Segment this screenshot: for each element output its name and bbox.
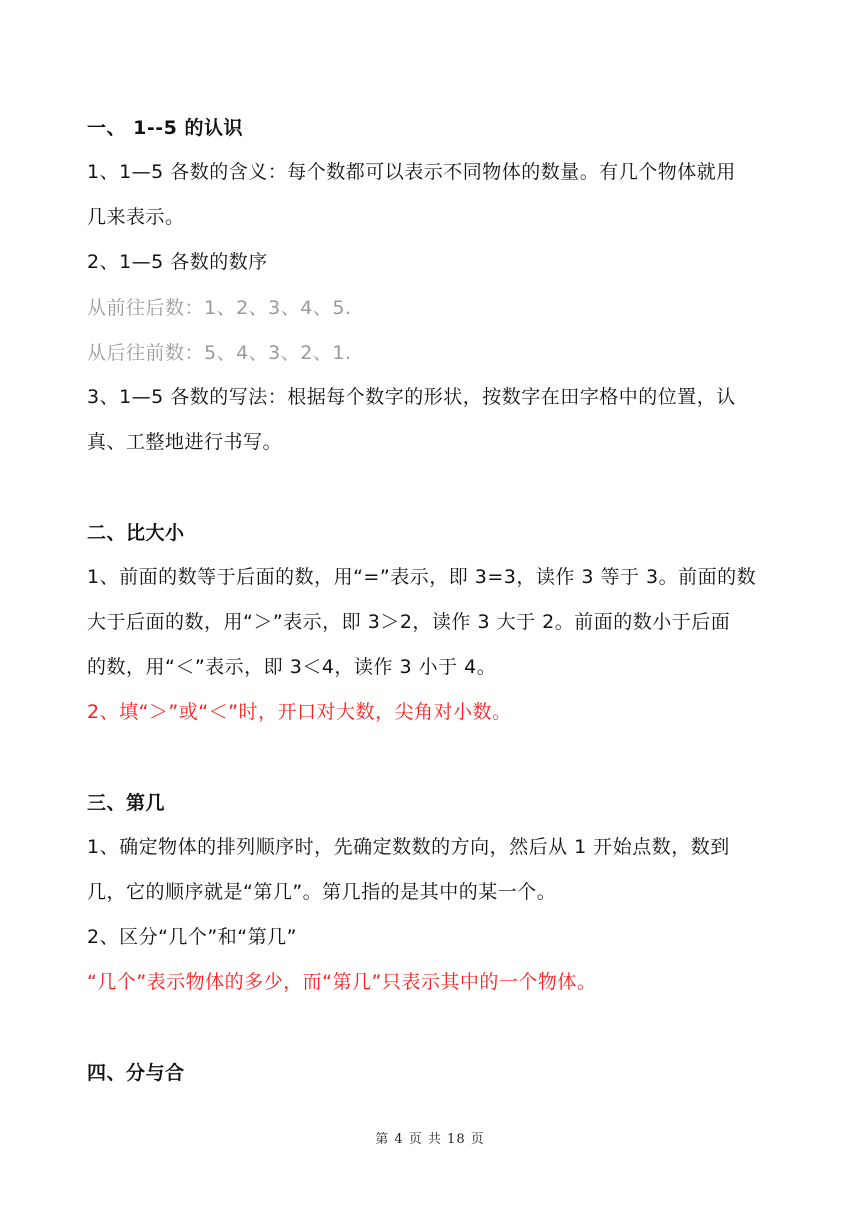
section3-paragraph1-line2: 几，它的顺序就是“第几”。第几指的是其中的某一个。 bbox=[87, 881, 557, 903]
section1-heading: 一、 1--5 的认识 bbox=[87, 117, 243, 139]
section3-note-highlight: “几个”表示物体的多少，而“第几”只表示其中的一个物体。 bbox=[87, 971, 597, 993]
section2-rule-highlight: 2、填“＞”或“＜”时，开口对大数，尖角对小数。 bbox=[87, 701, 512, 723]
section4-heading: 四、分与合 bbox=[87, 1062, 185, 1084]
section1-paragraph1-line1: 1、1—5 各数的含义：每个数都可以表示不同物体的数量。有几个物体就用 bbox=[87, 161, 736, 183]
section1-paragraph3-line1: 3、1—5 各数的写法：根据每个数字的形状，按数字在田字格中的位置，认 bbox=[87, 386, 736, 408]
section2-heading: 二、比大小 bbox=[87, 522, 185, 544]
section2-paragraph1-line1: 1、前面的数等于后面的数，用“=”表示，即 3=3，读作 3 等于 3。前面的数 bbox=[87, 566, 757, 588]
section1-paragraph2: 2、1—5 各数的数序 bbox=[87, 251, 268, 273]
section1-paragraph3-line2: 真、工整地进行书写。 bbox=[87, 431, 283, 453]
page-number-footer: 第 4 页 共 18 页 bbox=[375, 1132, 485, 1147]
section2-paragraph1-line2: 大于后面的数，用“＞”表示，即 3＞2，读作 3 大于 2。前面的数小于后面 bbox=[87, 611, 731, 633]
section2-paragraph1-line3: 的数，用“＜”表示，即 3＜4，读作 3 小于 4。 bbox=[87, 656, 497, 678]
section3-paragraph1-line1: 1、确定物体的排列顺序时，先确定数数的方向，然后从 1 开始点数，数到 bbox=[87, 836, 730, 858]
section3-heading: 三、第几 bbox=[87, 792, 166, 814]
section1-paragraph1-line2: 几来表示。 bbox=[87, 206, 185, 228]
section3-paragraph2: 2、区分“几个”和“第几” bbox=[87, 926, 297, 948]
section1-forward-count: 从前往后数：1、2、3、4、5. bbox=[87, 297, 352, 319]
section1-backward-count: 从后往前数：5、4、3、2、1. bbox=[87, 342, 352, 364]
